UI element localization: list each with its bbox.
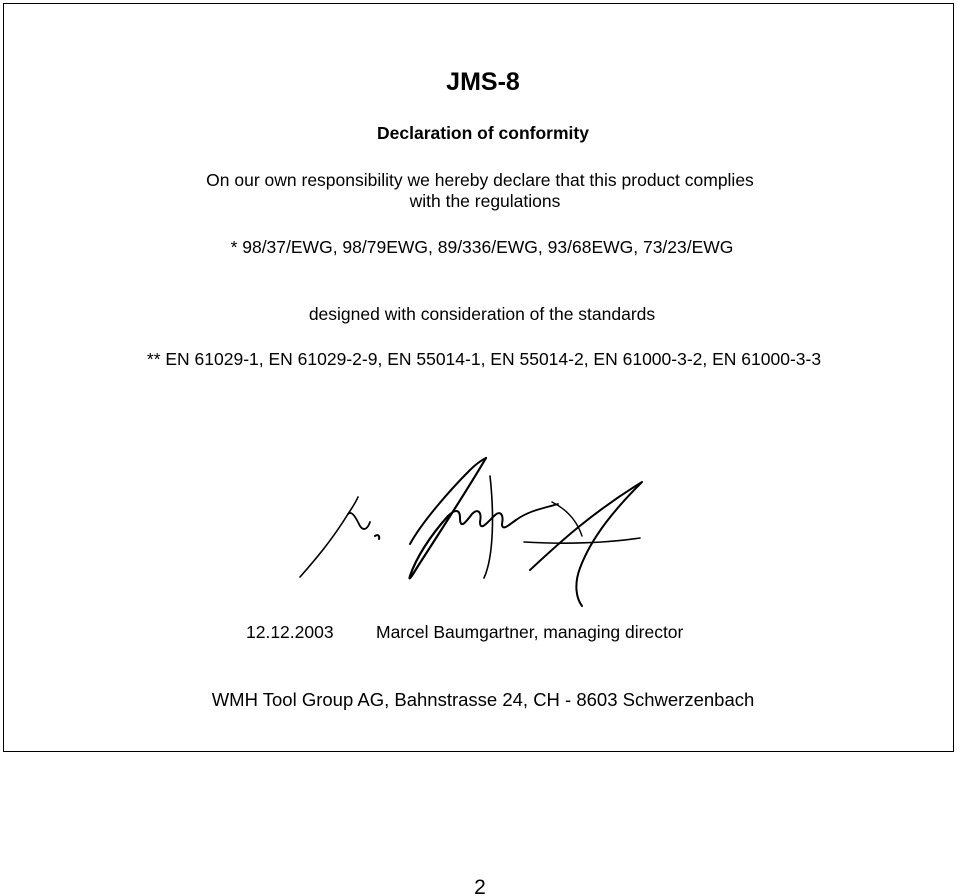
- declaration-intro-line1: On our own responsibility we hereby declare that this product complies: [206, 170, 754, 190]
- standards-list: ** EN 61029-1, EN 61029-2-9, EN 55014-1, EN 55014-2, EN 61000-3-2, EN 61000-3-3: [146, 349, 822, 369]
- declaration-intro-line2: with the regulations: [409, 191, 561, 211]
- regulations-list: * 98/37/EWG, 98/79EWG, 89/336/EWG, 93/68EWG, 73/23/EWG: [230, 237, 734, 257]
- signatory-name: Marcel Baumgartner, managing director: [376, 622, 684, 642]
- document-title: JMS-8: [446, 68, 520, 96]
- declaration-heading: Declaration of conformity: [377, 123, 589, 143]
- page-number: 2: [474, 876, 486, 896]
- standards-intro: designed with consideration of the standards: [308, 304, 656, 324]
- signature-date: 12.12.2003: [246, 622, 334, 642]
- handwritten-signature: [290, 452, 660, 612]
- company-address: WMH Tool Group AG, Bahnstrasse 24, CH - 8603 Schwerzenbach: [211, 689, 755, 710]
